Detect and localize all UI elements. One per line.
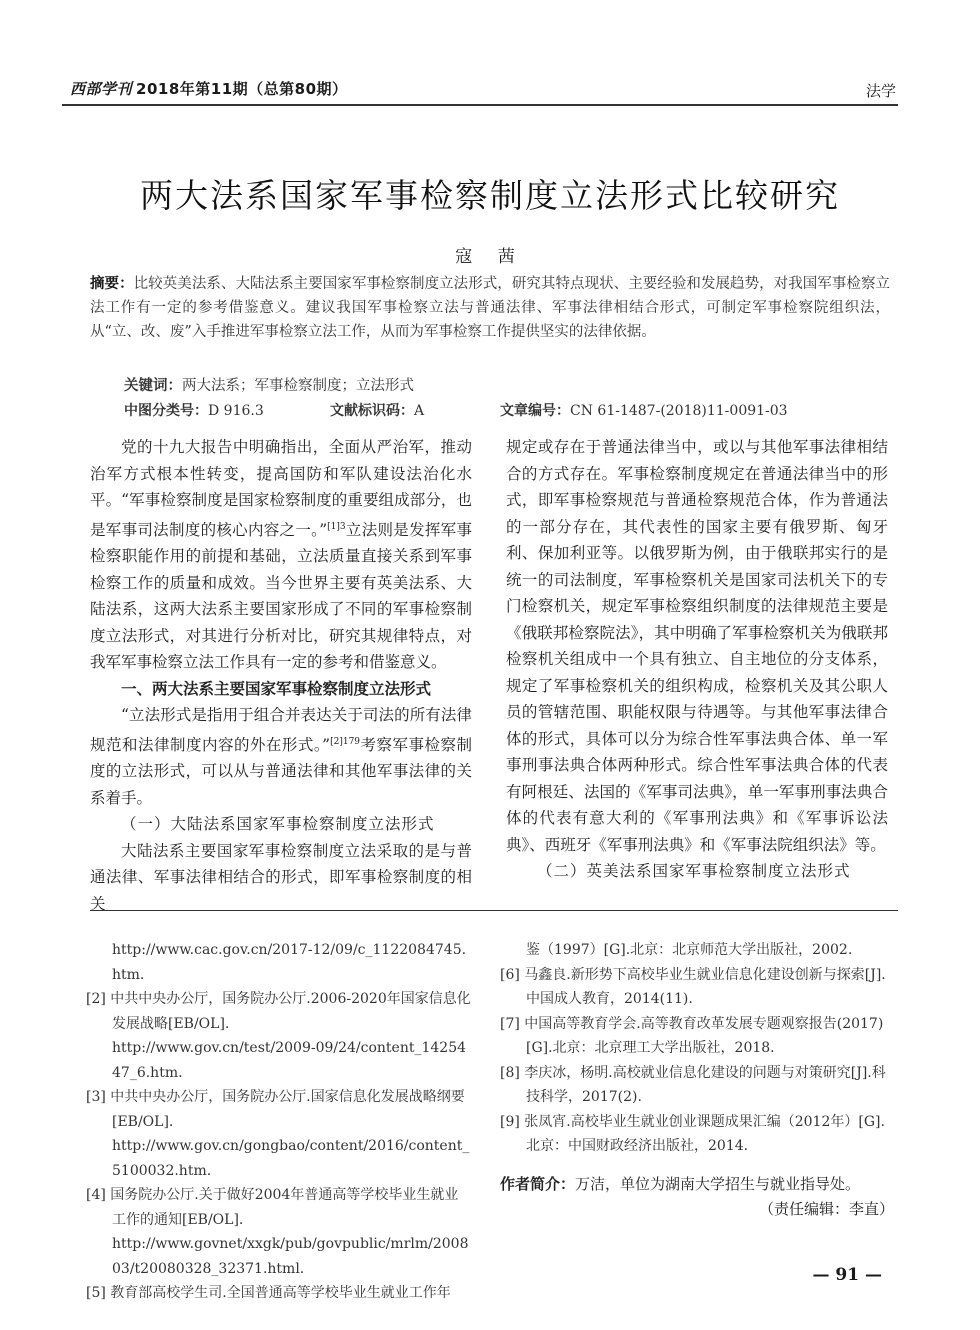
subsection-heading: （一）大陆法系国家军事检察制度立法形式 — [121, 815, 435, 834]
reference-item: [7] 中国高等教育学会.高等教育改革发展专题观察报告(2017)[G].北京：北京理工大学出版社，2018. — [500, 1015, 884, 1056]
keywords-text: 两大法系；军事检察制度；立法形式 — [182, 378, 414, 394]
article-number: 文章编号：CN 61-1487-(2018)11-0091-03 — [500, 403, 788, 419]
reference-item: http://www.gov.cn/test/2009-09/24/content_1425447_6.htm. — [112, 1040, 467, 1081]
author-bio-text: 万洁，单位为湖南大学招生与就业指导处。 — [575, 1175, 861, 1193]
header-rule — [62, 104, 898, 106]
reference-item: http://www.cac.gov.cn/2017-12/09/c_1122084745.htm. — [112, 942, 467, 983]
reference-item: [2] 中共中央办公厅，国务院办公厅.2006-2020年国家信息化发展战略[EB/OL]. — [86, 991, 471, 1032]
article-title: 两大法系国家军事检察制度立法形式比较研究 — [140, 176, 840, 215]
body-paragraph: 党的十九大报告中明确指出，全面从严治军，推动治军方式根本性转变，提高国防和军队建设法治化水平。“军事检察制度是国家检察制度的重要组成部分，也是军事司法制度的核心内容之一。”$^{[1]3}$立法则是发挥军事检察职能作用的前提和基础，立法质量直接关系到军事检察工作的质量和成效。当今世界主要有英美法系、大陆法系，这两大法系主要国家形成了不同的军事检察制度立法形式，对其进行分析对比，研究其规律特点，对我军军事检察立法工作具有一定的参考和借鉴意义。 — [90, 438, 472, 672]
clc-number: 中图分类号：D 916.3 — [124, 403, 264, 419]
reference-item: http://www.govnet/xxgk/pub/govpublic/mrlm/200803/t20080328_32371.html. — [112, 1236, 469, 1277]
issue-info: 2018年第11期（总第80期） — [136, 80, 348, 98]
author-bio — [500, 1171, 900, 1197]
body-paragraph: 大陆法系主要国家军事检察制度立法采取的是与普通法律、军事法律相结合的形式，即军事检察制度的相关 — [90, 841, 472, 913]
reference-item: [9] 张凤宵.高校毕业生就业创业课题成果汇编（2012年）[G].北京：中国财政经济出版社，2014. — [500, 1113, 885, 1154]
reference-item: [4] 国务院办公厅.关于做好2004年普通高等学校毕业生就业工作的通知[EB/OL]. — [86, 1187, 459, 1228]
page-number: — 91 — — [812, 1265, 882, 1285]
author-bio-label: 作者简介： — [500, 1175, 576, 1193]
body-column-right — [506, 434, 888, 885]
citation-sup: [2]179 — [330, 736, 361, 747]
reference-item: 鉴（1997）[G].北京：北京师范大学出版社，2002. — [526, 942, 853, 958]
keywords — [124, 374, 414, 395]
editor-note: （责任编辑：李直） — [758, 1200, 894, 1218]
abstract-label: 摘要： — [90, 275, 134, 292]
body-column-left — [90, 434, 472, 917]
journal-logo: 西部学刊 — [70, 80, 133, 98]
abstract-text: 比较英美法系、大陆法系主要国家军事检察制度立法形式，研究其特点现状、主要经验和发展趋势，对我国军事检察立法工作有一定的参考借鉴意义。建议我国军事检察立法与普通法律、军事法律相结合形式，可制定军事检察院组织法，从“立、改、废”入手推进军事检察立法工作，从而为军事检察工作提供坚实的法律依据。 — [90, 276, 890, 340]
reference-item: [5] 教育部高校学生司.全国普通高等学校毕业生就业工作年 — [86, 1285, 451, 1301]
references-rule — [90, 910, 898, 911]
reference-item: [6] 马鑫良.新形势下高校毕业生就业信息化建设创新与探索[J].中国成人教育，2014(11). — [500, 966, 886, 1007]
references-right — [500, 938, 886, 1159]
journal-header — [70, 78, 348, 99]
subsection-heading: （二）英美法系国家军事检察制度立法形式 — [537, 862, 851, 880]
section-label: 法学 — [865, 82, 896, 100]
reference-item: http://www.gov.cn/gongbao/content/2016/content_5100032.htm. — [112, 1138, 470, 1179]
abstract — [90, 272, 890, 344]
author-name: 寇 茜 — [455, 247, 525, 267]
section-heading: 一、两大法系主要国家军事检察制度立法形式 — [121, 678, 432, 698]
reference-item: [8] 李庆冰，杨明.高校就业信息化建设的问题与对策研究[J].科技科学，2017(2). — [500, 1064, 886, 1105]
body-paragraph: “立法形式是指用于组合并表达关于司法的所有法律规范和法律制度内容的外在形式。”$^{[2]179}$考察军事检察制度的立法形式，可以从与普通法律和其他军事法律的关系着手。 — [90, 706, 472, 807]
references-left — [86, 938, 472, 1306]
document-code: 文献标识码：A — [330, 403, 425, 419]
body-paragraph: 规定或存在于普通法律当中，或以与其他军事法律相结合的方式存在。军事检察制度规定在普通法律当中的形式，即军事检察规范与普通检察规范合体，作为普通法的一部分存在，其代表性的国家主要有俄罗斯、匈牙利、保加利亚等。以俄罗斯为例，由于俄联邦实行的是统一的司法制度，军事检察机关是国家司法机关下的专门检察机关，规定军事检察组织制度的法律规范主要是《俄联邦检察院法》，其中明确了军事检察机关为俄联邦检察机关组成中一个具有独立、自主地位的分支体系，规定了军事检察机关的组织构成，检察机关及其公职人员的管辖范围、职能权限与待遇等。与其他军事法律合体的形式，具体可以分为综合性军事法典合体、单一军事刑事法典合体两种形式。综合性军事法典合体的代表有阿根廷、法国的《军事司法典》，单一军事刑事法典合体的代表有意大利的《军事刑法典》和《军事诉讼法典》、西班牙《军事刑法典》和《军事法院组织法》等。 — [506, 438, 888, 854]
keywords-label: 关键词： — [124, 377, 182, 394]
citation-sup: [1]3 — [327, 521, 346, 532]
reference-item: [3] 中共中央办公厅，国务院办公厅.国家信息化发展战略纲要[EB/OL]. — [86, 1089, 465, 1130]
